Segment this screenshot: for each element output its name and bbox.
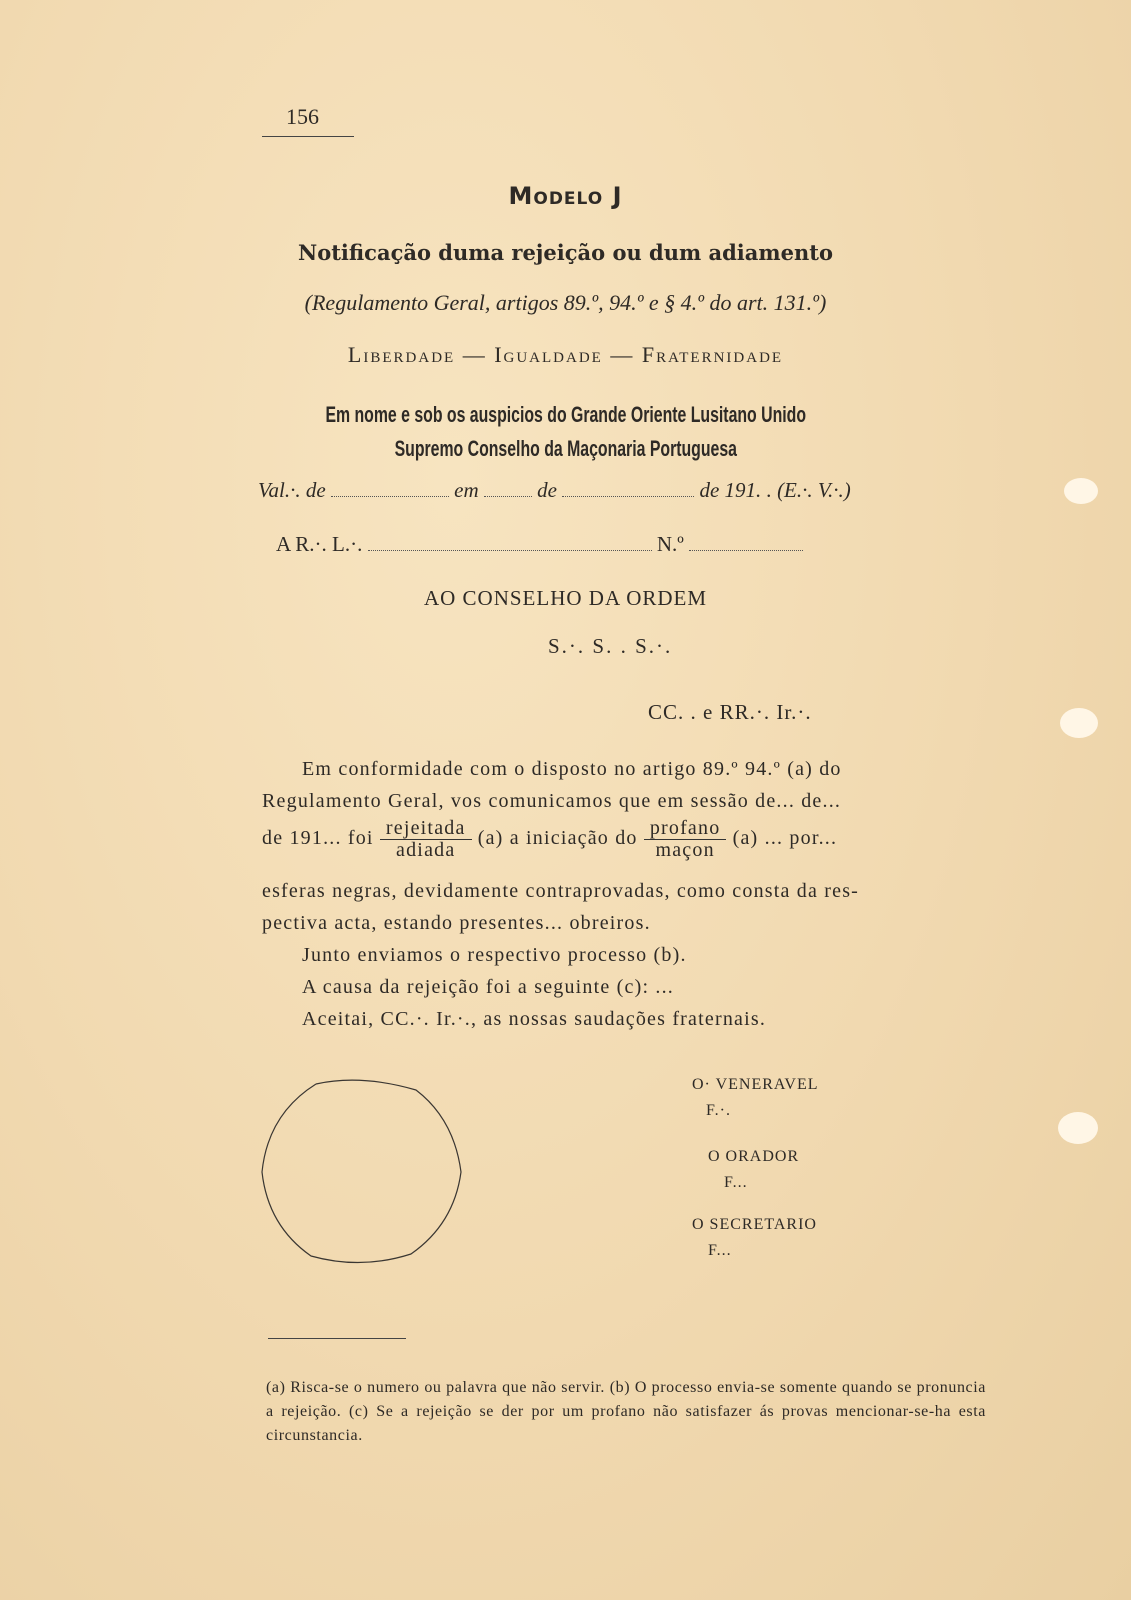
model-title: Modelo J — [508, 182, 623, 210]
auspices-text: Em nome e sob os auspicios do Grande Oriente Lusitano Unido — [325, 402, 806, 427]
body-line-1-note: (a) — [787, 758, 814, 780]
body-line-8: Aceitai, CC.·. Ir.·., as nossas saudações fraternais. — [302, 1008, 767, 1030]
choice-profane: profano — [644, 818, 727, 840]
seal-circle — [256, 1074, 466, 1270]
body-line-1-end: do — [819, 758, 842, 780]
salutation: S.·. S. . S.·. — [548, 634, 673, 658]
valley-label: Val.·. de — [258, 478, 326, 502]
lodge-number-label: N.º — [656, 532, 684, 556]
auspices-line — [0, 402, 1131, 428]
body-line-3 — [262, 818, 837, 861]
profane-mason-choice — [644, 818, 727, 861]
orator-name: F... — [724, 1174, 748, 1191]
body-line-4: esferas negras, devidamente contraprovadas, como consta da res- — [262, 880, 860, 902]
lodge-blank — [368, 534, 652, 551]
lodge-number-blank — [689, 534, 803, 551]
choice-mason: maçon — [655, 839, 715, 861]
month-blank — [562, 480, 694, 497]
footnote: (a) Risca-se o numero ou palavra que não servir. (b) O processo envia-se somente quando se pronuncia a rejeição. (c) Se a rejeição se der por um profano não satisfazer ás provas mencionar-se-ha esta circunstancia. — [266, 1379, 986, 1444]
body-line-5: pectiva acta, estando presentes... obreiros. — [262, 912, 651, 934]
motto: Liberdade — Igualdade — Fraternidade — [347, 342, 784, 367]
secretary-name: F... — [708, 1242, 732, 1259]
body-line-6: Junto enviamos o respectivo processo (b). — [302, 944, 687, 966]
council-text: Supremo Conselho da Maçonaria Portuguesa — [394, 436, 737, 461]
body-line-1 — [302, 758, 842, 781]
paper-hole — [1058, 1112, 1098, 1144]
venerable-name: F.·. — [706, 1102, 731, 1119]
council-line — [0, 436, 1131, 462]
de-label: de — [537, 478, 557, 502]
body-line-7: A causa da rejeição foi a seguinte (c): ... — [302, 976, 675, 998]
body-line-3-start: de 191... foi — [262, 827, 374, 850]
greeting: CC. . e RR.·. Ir.·. — [648, 700, 812, 724]
venerable-title: O· VENERAVEL — [692, 1076, 819, 1093]
rejected-adjourned-choice — [380, 818, 472, 861]
choice-rejected: rejeitada — [380, 818, 472, 840]
addressee-heading: AO CONSELHO DA ORDEM — [423, 586, 708, 610]
date-form-line — [258, 478, 851, 503]
em-label: em — [454, 478, 479, 502]
orator-title: O ORADOR — [708, 1148, 800, 1165]
regulation-reference: (Regulamento Geral, artigos 89.º, 94.º e § 4.º do art. 131.º) — [304, 290, 827, 315]
valley-blank — [331, 480, 449, 497]
day-blank — [484, 480, 532, 497]
body-line-3-end: (a) ... por... — [732, 827, 838, 850]
secretary-title: O SECRETARIO — [692, 1216, 817, 1233]
footnote-rule — [268, 1338, 406, 1339]
body-line-1-text: Em conformidade com o disposto no artigo 89.º 94.º — [302, 758, 782, 780]
lodge-label: A R.·. L.·. — [276, 532, 363, 556]
document-title: Notificação duma rejeição ou dum adiamento — [298, 240, 833, 265]
paper-hole — [1064, 478, 1098, 504]
seal-outline — [262, 1080, 461, 1262]
body-line-3-mid: (a) a iniciação do — [477, 827, 638, 850]
body-line-2: Regulamento Geral, vos comunicamos que em sessão de... de... — [262, 790, 842, 812]
page-number-rule — [262, 136, 354, 137]
paper-hole — [1060, 708, 1098, 738]
era-label: . (E.·. V.·.) — [766, 478, 851, 502]
year-label: de 191. — [699, 478, 762, 502]
page-number: 156 — [286, 104, 319, 129]
lodge-form-line — [276, 532, 803, 557]
choice-adjourned: adiada — [396, 839, 456, 861]
